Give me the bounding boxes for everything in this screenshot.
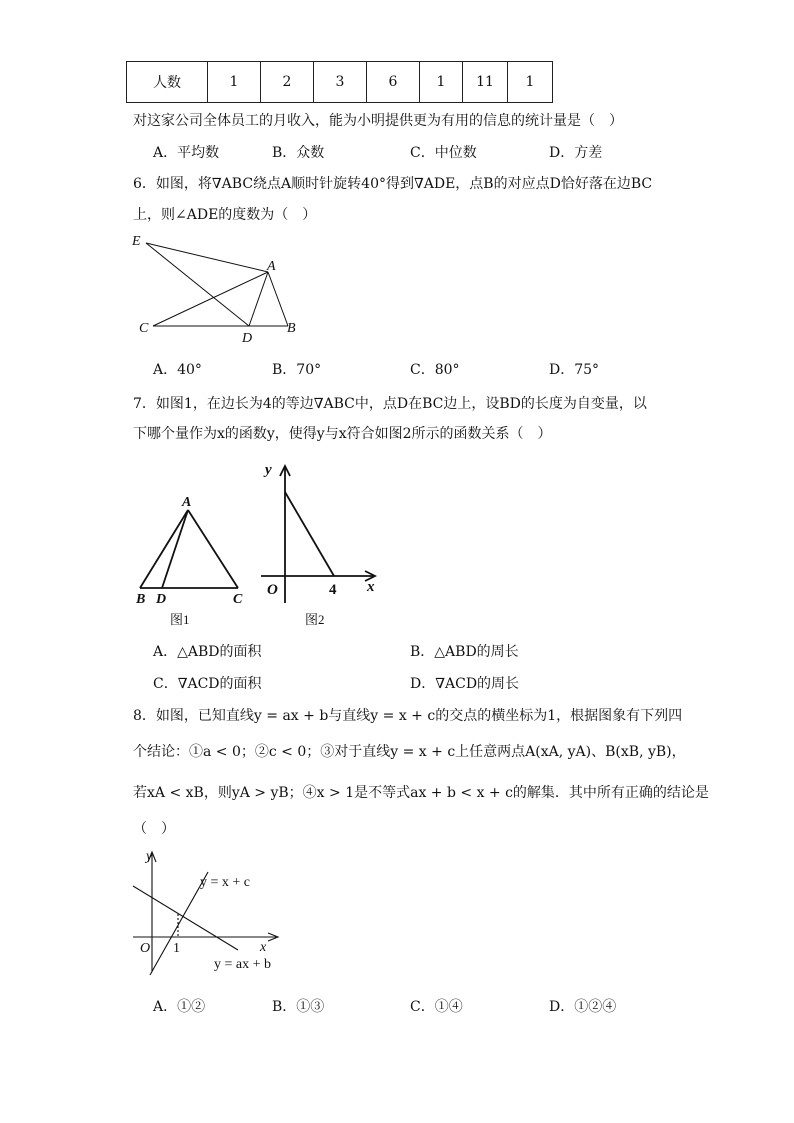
y-label: y: [265, 462, 272, 478]
table-cell: 3: [314, 62, 367, 103]
q6-figure: [128, 228, 308, 348]
q8-option-a: A．①②: [153, 999, 206, 1015]
q8-line4: （ ）: [133, 821, 175, 837]
q6-option-b: B．70°: [272, 362, 322, 378]
q6-option-c: C．80°: [410, 362, 460, 378]
q8-line2: 个结论：①a < 0；②c < 0；③对于直线y = x + c上任意两点A(xA, yA)、B(xB, yB)，: [133, 744, 686, 760]
figure-1-caption: 图1: [170, 612, 190, 627]
table-cell: 1: [508, 62, 553, 103]
q7-figure-1: [128, 488, 258, 630]
q8-option-c: C．①④: [410, 999, 463, 1015]
table-header-cell: 人数: [127, 62, 208, 103]
q6-option-d: D．75°: [549, 362, 600, 378]
label-d: D: [156, 592, 167, 607]
function-line: [285, 492, 334, 576]
q8-line1: 8．如图，已知直线y = ax + b与直线y = x + c的交点的横坐标为1，根据图象有下列四: [133, 708, 683, 724]
x-label: x: [367, 579, 375, 595]
tick-label-4: 4: [329, 582, 337, 598]
label-b: B: [136, 592, 146, 607]
label-d: D: [242, 331, 253, 346]
q8-option-d: D．①②④: [549, 999, 617, 1015]
q7-option-c: C．∇ACD的面积: [153, 676, 262, 692]
table-cell: 2: [261, 62, 314, 103]
label-c: C: [139, 321, 149, 336]
q8-graph: [128, 842, 298, 977]
q7-option-a: A．△ABD的面积: [153, 644, 262, 660]
segment-ac: [188, 510, 238, 588]
tick-label-1: 1: [173, 941, 180, 956]
segment-ca: [153, 272, 268, 326]
table-cell: 6: [367, 62, 420, 103]
line-label-ax-plus-b: y = ax + b: [214, 957, 272, 972]
q8-line3: 若xA < xB，则yA > yB；④x > 1是不等式ax + b < x + c的解集．其中所有正确的结论是: [133, 785, 709, 801]
table-row: [127, 62, 553, 103]
q7-option-d: D．∇ACD的周长: [410, 676, 520, 692]
origin-label: O: [140, 941, 151, 956]
segment-ad: [162, 510, 188, 588]
label-a: A: [267, 259, 276, 274]
data-table: [126, 61, 553, 103]
q5-option-b: B．众数: [272, 145, 325, 161]
label-a: A: [182, 495, 192, 510]
q7-line2: 下哪个量作为x的函数y，使得y与x符合如图2所示的函数关系（ ）: [133, 426, 552, 442]
q6-line2: 上，则∠ADE的度数为（ ）: [133, 207, 317, 223]
label-b: B: [287, 321, 296, 336]
origin-label: O: [267, 582, 278, 598]
label-e: E: [132, 234, 141, 249]
q7-line1: 7．如图1，在边长为4的等边∇ABC中，点D在BC边上，设BD的长度为自变量，以: [133, 396, 647, 412]
q6-line1: 6．如图，将∇ABC绕点A顺时针旋转40°得到∇ADE，点B的对应点D恰好落在边BC: [133, 176, 653, 192]
y-label: y: [146, 849, 153, 864]
q5-option-d: D．方差: [549, 145, 603, 161]
table-cell: 1: [208, 62, 261, 103]
table-cell: 1: [420, 62, 463, 103]
q7-figure-2: [255, 458, 385, 630]
figure-2-caption: 图2: [305, 612, 325, 627]
x-label: x: [260, 940, 267, 955]
table-cell: 11: [463, 62, 508, 103]
q5-option-a: A．平均数: [153, 145, 220, 161]
q5-option-c: C．中位数: [410, 145, 477, 161]
q5-stem: 对这家公司全体员工的月收入，能为小明提供更为有用的信息的统计量是（ ）: [133, 113, 623, 129]
q6-option-a: A．40°: [153, 362, 202, 378]
segment-ab: [268, 272, 288, 326]
line-label-x-plus-c: y = x + c: [200, 875, 251, 890]
label-c: C: [233, 592, 243, 607]
q7-option-b: B．△ABD的周长: [410, 644, 519, 660]
q8-option-b: B．①③: [272, 999, 325, 1015]
segment-ab: [140, 510, 188, 588]
